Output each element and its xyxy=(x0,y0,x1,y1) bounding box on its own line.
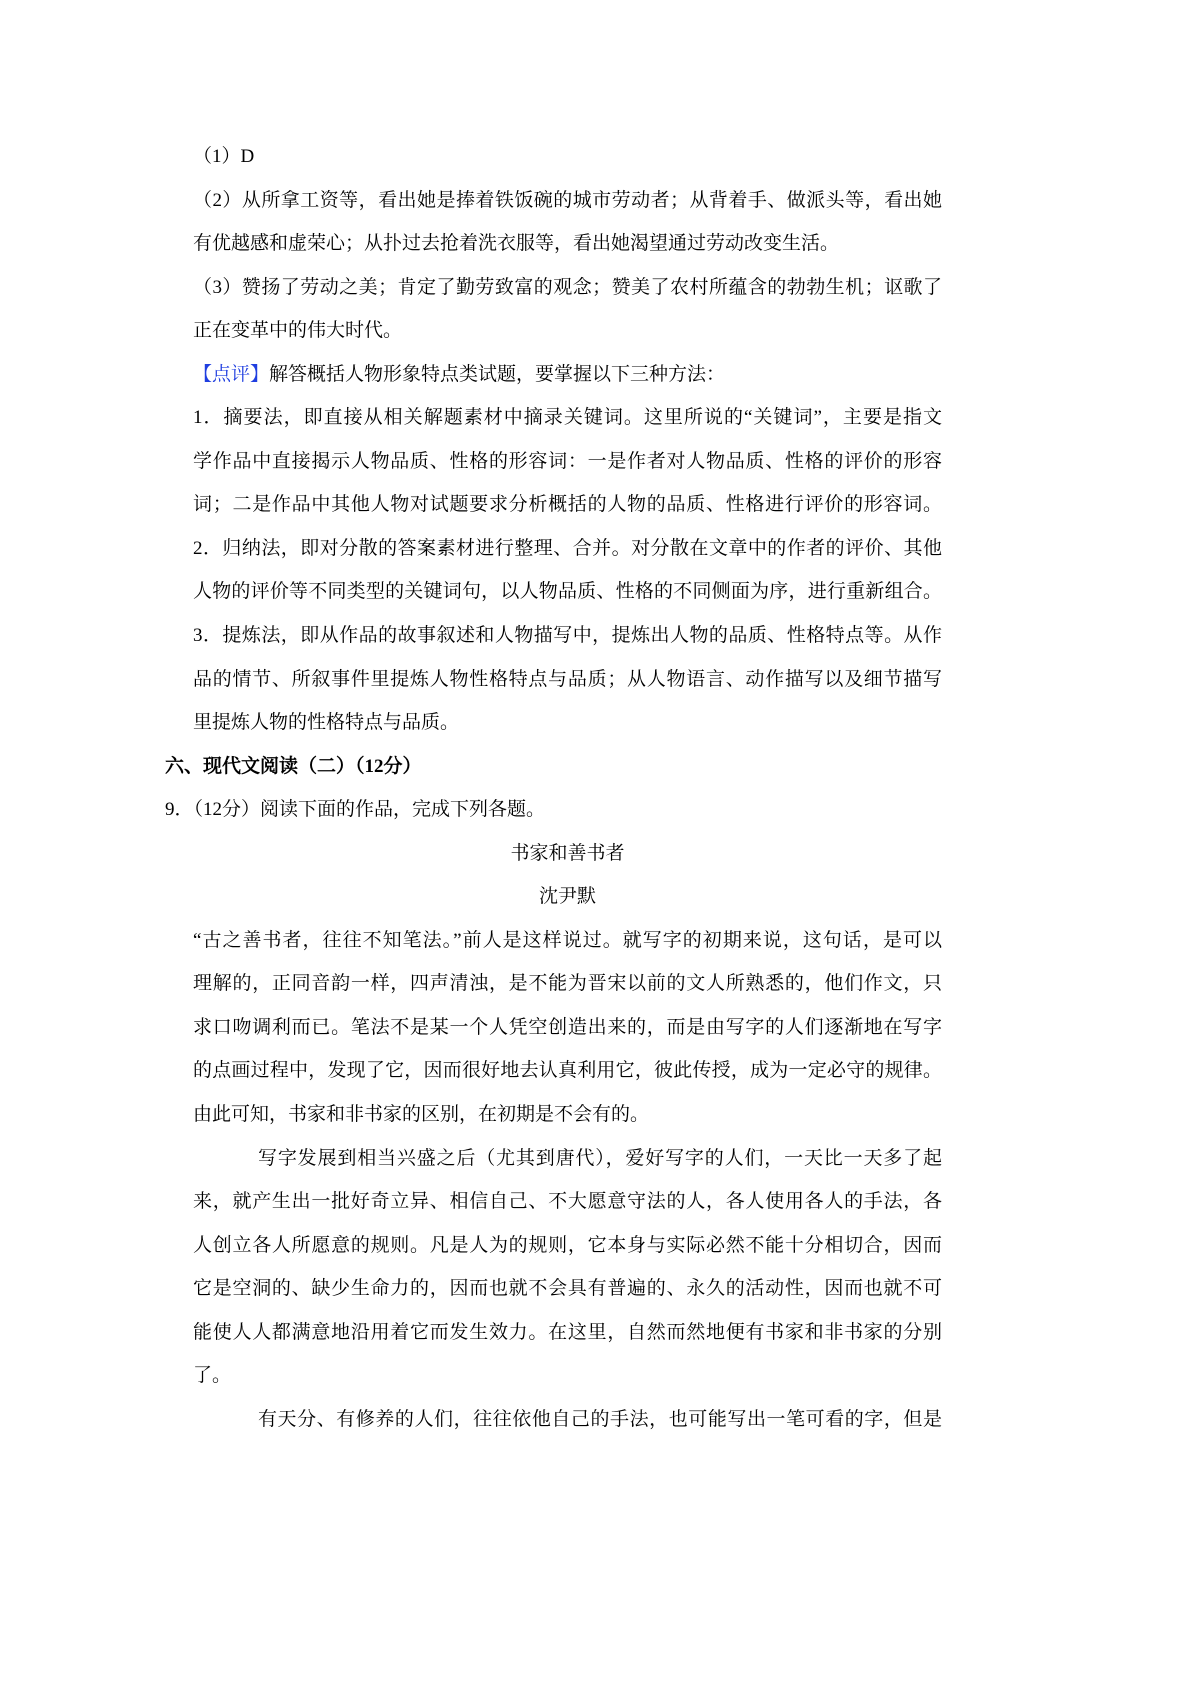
answer-item-3-line: （3）赞扬了劳动之美；肯定了勤劳致富的观念；赞美了农村所蕴含的勃勃生机；讴歌了 xyxy=(193,276,942,298)
comment-method-1-line: 词；二是作品中其他人物对试题要求分析概括的人物的品质、性格进行评价的形容词。 xyxy=(193,494,942,516)
comment-method-2-line: 2．归纳法，即对分散的答案素材进行整理、合并。对分散在文章中的作者的评价、其他 xyxy=(193,537,942,559)
article-title: 书家和善书者 xyxy=(510,842,625,864)
question-prompt: 9．（12分）阅读下面的作品，完成下列各题。 xyxy=(165,799,546,821)
article-paragraph-2-line: 来，就产生出一批好奇立异、相信自己、不大愿意守法的人，各人使用各人的手法，各 xyxy=(193,1191,942,1213)
article-paragraph-2-line: 人创立各人所愿意的规则。凡是人为的规则，它本身与实际必然不能十分相切合，因而 xyxy=(193,1234,942,1256)
comment-label: 【点评】 xyxy=(193,363,270,385)
comment-method-2-line: 人物的评价等不同类型的关键词句，以人物品质、性格的不同侧面为序，进行重新组合。 xyxy=(193,581,942,603)
article-paragraph-1-line: 由此可知，书家和非书家的区别，在初期是不会有的。 xyxy=(193,1104,650,1126)
section-heading: 六、现代文阅读（二）（12分） xyxy=(165,755,422,777)
article-paragraph-3-line: 有天分、有修养的人们，往往依他自己的手法，也可能写出一笔可看的字，但是 xyxy=(258,1408,942,1430)
comment-method-1-line: 学作品中直接揭示人物品质、性格的形容词：一是作者对人物品质、性格的评价的形容 xyxy=(193,450,942,472)
article-paragraph-2-line: 写字发展到相当兴盛之后（尤其到唐代），爱好写字的人们，一天比一天多了起 xyxy=(258,1147,942,1169)
article-paragraph-1-line: 的点画过程中，发现了它，因而很好地去认真利用它，彼此传授，成为一定必守的规律。 xyxy=(193,1060,942,1082)
comment-method-3-line: 里提炼人物的性格特点与品质。 xyxy=(193,712,460,734)
article-paragraph-1-line: 求口吻调利而已。笔法不是某一个人凭空创造出来的，而是由写字的人们逐渐地在写字 xyxy=(193,1016,942,1038)
comment-intro-line xyxy=(193,353,942,397)
article-paragraph-1-line: 理解的，正同音韵一样，四声清浊，是不能为晋宋以前的文人所熟悉的，他们作文，只 xyxy=(193,973,942,995)
document-page xyxy=(0,135,1200,1441)
answer-item-2-line: （2）从所拿工资等，看出她是捧着铁饭碗的城市劳动者；从背着手、做派头等，看出她 xyxy=(193,189,942,211)
comment-method-1-line: 1．摘要法，即直接从相关解题素材中摘录关键词。这里所说的“关键词”，主要是指文 xyxy=(193,407,942,429)
article-paragraph-2-line: 了。 xyxy=(193,1365,232,1387)
article-author: 沈尹默 xyxy=(538,886,596,908)
article-paragraph-2-line: 能使人人都满意地沿用着它而发生效力。在这里，自然而然地便有书家和非书家的分别 xyxy=(193,1321,942,1343)
answer-item-2-line: 有优越感和虚荣心；从扑过去抢着洗衣服等，看出她渴望通过劳动改变生活。 xyxy=(193,233,840,255)
comment-method-3-line: 品的情节、所叙事件里提炼人物性格特点与品质；从人物语言、动作描写以及细节描写 xyxy=(193,668,942,690)
article-paragraph-1-line: “古之善书者，往往不知笔法。”前人是这样说过。就写字的初期来说，这句话，是可以 xyxy=(193,929,942,951)
answer-item-3-line: 正在变革中的伟大时代。 xyxy=(193,320,403,342)
comment-intro-text: 解答概括人物形象特点类试题，要掌握以下三种方法： xyxy=(269,363,726,385)
comment-method-3-line: 3．提炼法，即从作品的故事叙述和人物描写中，提炼出人物的品质、性格特点等。从作 xyxy=(193,625,942,647)
article-paragraph-2-line: 它是空洞的、缺少生命力的，因而也就不会具有普遍的、永久的活动性，因而也就不可 xyxy=(193,1278,942,1300)
answer-item-1: （1）D xyxy=(193,146,255,167)
